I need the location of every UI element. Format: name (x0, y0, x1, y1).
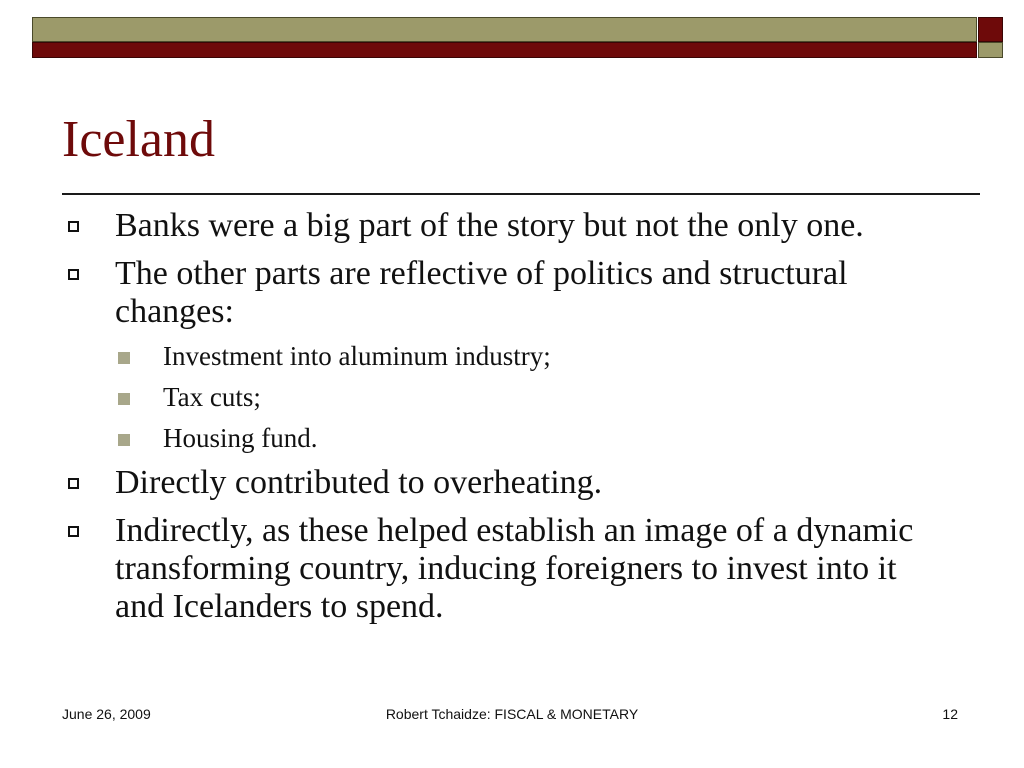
filled-square-bullet-icon (118, 393, 130, 405)
header-maroon-bar (32, 42, 977, 58)
page-number: 12 (942, 706, 958, 722)
slide-body (62, 207, 942, 636)
bullet-text: Directly contributed to overheating. (115, 464, 603, 501)
bullet-item (62, 207, 942, 245)
bullet-item (62, 464, 942, 502)
hollow-square-bullet-icon (68, 526, 79, 537)
bullet-text: Banks were a big part of the story but not the only one. (115, 207, 864, 244)
title-divider (62, 193, 980, 195)
sub-bullet-item (62, 423, 942, 454)
bullet-item (62, 512, 942, 626)
bullet-text: Indirectly, as these helped establish an image of a dynamic transforming country, inducing foreigners to invest into it and Icelanders to spend. (115, 512, 914, 625)
sub-bullet-text: Investment into aluminum industry; (163, 341, 551, 371)
bullet-item (62, 255, 942, 331)
footer-date: June 26, 2009 (62, 706, 151, 722)
hollow-square-bullet-icon (68, 221, 79, 232)
hollow-square-bullet-icon (68, 478, 79, 489)
filled-square-bullet-icon (118, 434, 130, 446)
sub-bullet-item (62, 341, 942, 372)
header-maroon-square (978, 17, 1003, 42)
header-olive-square (978, 42, 1003, 58)
footer-title: Robert Tchaidze: FISCAL & MONETARY (385, 706, 639, 722)
header-olive-bar (32, 17, 977, 42)
sub-bullet-text: Tax cuts; (163, 382, 261, 412)
slide-title: Iceland (62, 111, 216, 168)
sub-bullet-item (62, 382, 942, 413)
bullet-text: The other parts are reflective of politics and structural changes: (115, 255, 848, 330)
filled-square-bullet-icon (118, 352, 130, 364)
hollow-square-bullet-icon (68, 269, 79, 280)
sub-bullet-text: Housing fund. (163, 423, 318, 453)
